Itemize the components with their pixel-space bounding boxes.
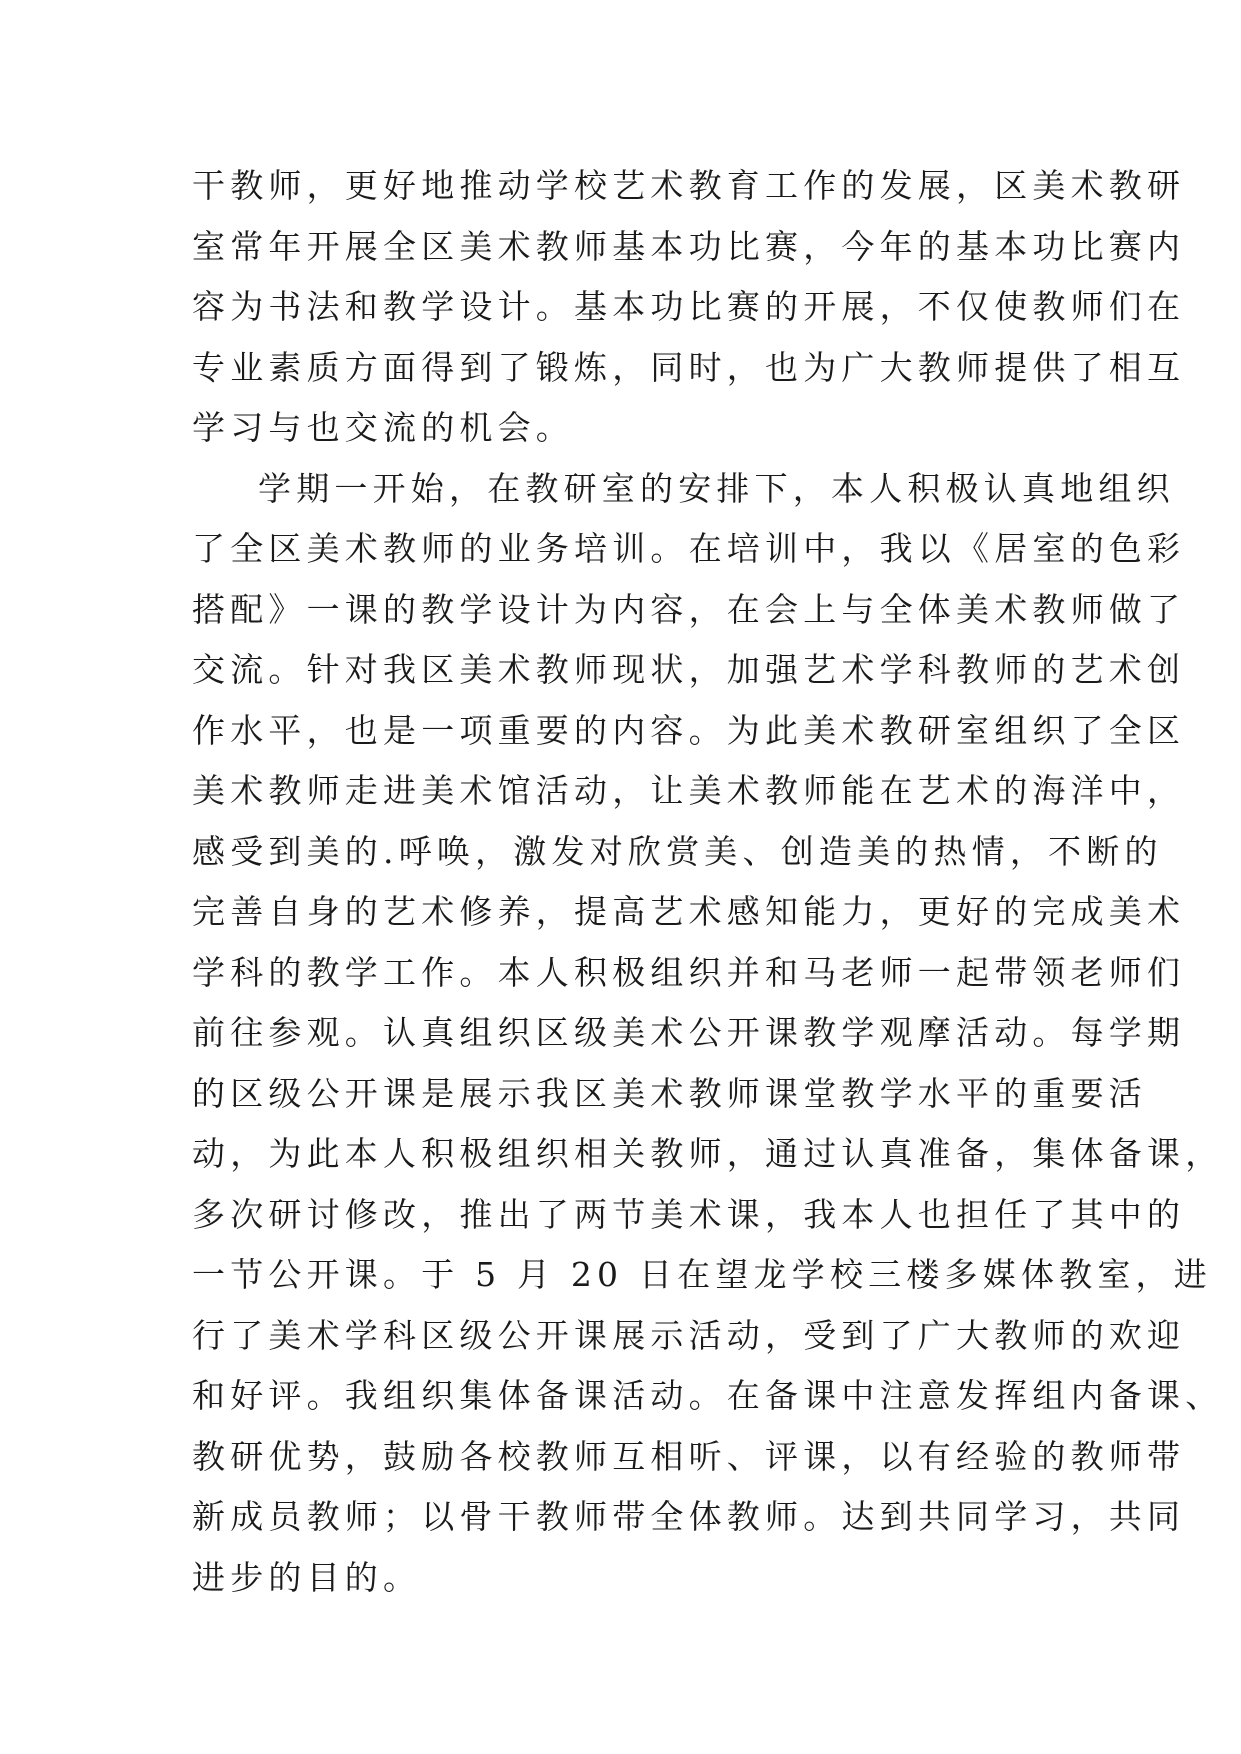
paragraph-start-line: 学期一开始，在教研室的安排下，本人积极认真地组织 xyxy=(258,468,1175,508)
text-line: 一节公开课。于 5 月 20 日在望龙学校三楼多媒体教室，进 xyxy=(192,1255,1212,1294)
text-line: 和好评。我组织集体备课活动。在备课中注意发挥组内备课、 xyxy=(192,1376,1224,1415)
text-line: 室常年开展全区美术教师基本功比赛，今年的基本功比赛内 xyxy=(192,226,1186,266)
text-line: 搭配》一课的教学设计为内容，在会上与全体美术教师做了 xyxy=(192,589,1186,629)
text-line: 了全区美术教师的业务培训。在培训中，我以《居室的色彩 xyxy=(192,529,1186,568)
text-line: 前往参观。认真组织区级美术公开课教学观摩活动。每学期 xyxy=(192,1013,1186,1052)
text-line: 感受到美的.呼唤，激发对欣赏美、创造美的热情，不断的 xyxy=(192,831,1163,871)
text-line: 容为书法和教学设计。基本功比赛的开展，不仅使教师们在 xyxy=(192,287,1186,326)
body-text xyxy=(192,156,1224,1608)
text-line: 教研优势，鼓励各校教师互相听、评课，以有经验的教师带 xyxy=(192,1436,1186,1476)
text-line: 进步的目的。 xyxy=(192,1557,422,1597)
text-line: 的区级公开课是展示我区美术教师课堂教学水平的重要活 xyxy=(192,1073,1147,1113)
text-line: 交流。针对我区美术教师现状，加强艺术学科教师的艺术创 xyxy=(192,650,1186,689)
text-line: 学习与也交流的机会。 xyxy=(192,408,574,447)
text-line: 作水平，也是一项重要的内容。为此美术教研室组织了全区 xyxy=(192,710,1186,750)
text-line: 行了美术学科区级公开课展示活动，受到了广大教师的欢迎 xyxy=(192,1315,1186,1355)
text-line: 动，为此本人积极组织相关教师，通过认真准备，集体备课， xyxy=(192,1134,1224,1173)
text-line: 学科的教学工作。本人积极组织并和马老师一起带领老师们 xyxy=(192,952,1186,992)
text-line: 完善自身的艺术修养，提高艺术感知能力，更好的完成美术 xyxy=(192,892,1186,931)
text-line: 多次研讨修改，推出了两节美术课，我本人也担任了其中的 xyxy=(192,1194,1186,1234)
text-line: 专业素质方面得到了锻炼，同时，也为广大教师提供了相互 xyxy=(192,347,1186,387)
text-line: 新成员教师；以骨干教师带全体教师。达到共同学习，共同 xyxy=(192,1497,1186,1536)
text-line: 美术教师走进美术馆活动，让美术教师能在艺术的海洋中， xyxy=(192,771,1186,810)
text-line: 干教师，更好地推动学校艺术教育工作的发展，区美术教研 xyxy=(192,166,1186,205)
